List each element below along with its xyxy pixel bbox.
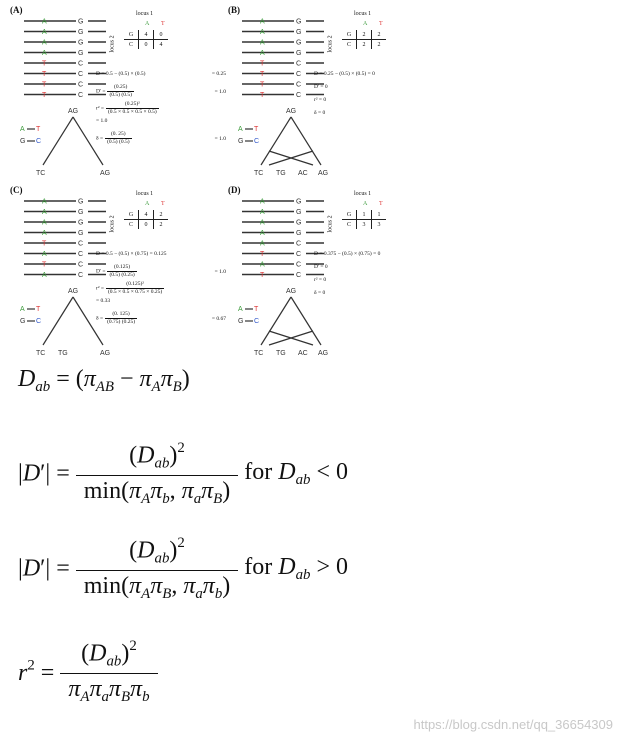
allele-locus1: A	[42, 29, 47, 36]
equation-lhs: D = 0.5 − (0.5) × (0.75) = 0.125	[96, 251, 167, 257]
panel-label: (A)	[10, 5, 23, 15]
allele-locus2: G	[78, 209, 84, 216]
allele-locus2: C	[296, 71, 302, 78]
row-head: G	[342, 210, 357, 220]
mut-to: C	[254, 138, 260, 145]
equation-fraction: $\frac{(0.125)}{(0.5) (0.25)}$	[109, 264, 135, 278]
tree-leaf-label: TC	[254, 170, 264, 177]
count-cell: 4	[154, 40, 169, 50]
panel-label: (B)	[228, 5, 240, 15]
allele-locus2: G	[296, 18, 302, 26]
formula-dprime-negative: |D′| = $(D_{ab})^2$ $\min(\pi_A\pi_b$, $\pi_a\pi_B$) for $D_{ab} < 0$	[18, 440, 349, 507]
tree-branch	[43, 297, 73, 345]
table-row	[124, 30, 168, 40]
allele-locus1: A	[260, 29, 265, 36]
allele-locus1: T	[42, 261, 47, 269]
mut-from: A	[238, 306, 243, 313]
allele-locus2: G	[296, 50, 302, 57]
allele-locus1: A	[260, 209, 265, 216]
tree-leaf-label: AG	[100, 350, 111, 357]
allele-locus1: A	[260, 50, 265, 57]
tree-branch	[43, 117, 73, 165]
allele-locus2: C	[296, 251, 302, 258]
row-head: G	[124, 210, 139, 220]
equation-value: = 1.0	[214, 269, 226, 275]
count-cell: 1	[372, 210, 387, 220]
panel-b	[228, 5, 528, 180]
row-head: C	[124, 220, 139, 230]
tree-root-label: AG	[68, 288, 79, 295]
table-row	[342, 40, 386, 50]
count-cell: 1	[357, 210, 372, 220]
allele-locus1: A	[260, 240, 265, 248]
allele-locus1: T	[260, 60, 265, 68]
allele-locus1: T	[260, 251, 265, 258]
locus2-label: locus 2	[327, 35, 334, 53]
equation-value: = 1.0	[214, 136, 226, 142]
allele-locus1: A	[42, 272, 47, 279]
genealogy-tree	[236, 105, 356, 177]
tree-leaf-label: TC	[36, 170, 46, 177]
tree-leaf-label: AG	[318, 170, 329, 177]
allele-locus1: A	[260, 39, 265, 47]
mut-from: G	[20, 318, 26, 325]
count-grid	[342, 210, 386, 229]
tree-root-label: AG	[286, 108, 297, 115]
equation-line	[314, 84, 444, 97]
allele-locus2: C	[78, 261, 84, 269]
allele-locus2: C	[296, 261, 302, 269]
allele-locus2: C	[78, 272, 84, 279]
allele-locus2: C	[78, 92, 84, 99]
allele-locus1: A	[260, 18, 265, 26]
tree-branch	[73, 297, 103, 345]
count-cell: 0	[139, 220, 154, 230]
tree-leaf-label: TG	[276, 170, 286, 177]
row-head: C	[124, 40, 139, 50]
allele-locus1: T	[42, 60, 47, 68]
allele-locus2: G	[78, 50, 84, 57]
allele-locus2: G	[78, 29, 84, 36]
equation-lhs: = 0.33	[96, 298, 111, 304]
table-row	[124, 220, 168, 230]
allele-locus1: A	[42, 198, 47, 206]
equation-lhs: δ = 0	[314, 110, 326, 116]
allele-locus2: C	[296, 60, 302, 68]
allele-locus2: C	[296, 92, 302, 99]
equation-lhs: r² =	[96, 105, 104, 112]
equation-fraction: $\frac{\text{(0.25)²}}{(0.5 \times 0.5 \times 0.5 \times 0.5)}$	[107, 101, 157, 115]
equation-lhs: D' =	[96, 268, 106, 275]
col-head-t: T	[379, 21, 383, 27]
count-cell: 3	[372, 220, 387, 230]
tree-branch	[261, 117, 291, 165]
allele-locus1: T	[260, 272, 265, 279]
equation-lhs: δ =	[96, 135, 104, 142]
allele-locus1: A	[42, 18, 47, 26]
equation-lhs: D' =	[96, 88, 106, 95]
panel-d	[228, 185, 528, 360]
col-head-a: A	[145, 201, 150, 207]
table-row	[342, 220, 386, 230]
allele-locus1: T	[42, 92, 47, 99]
equation-line	[314, 264, 444, 277]
mut-to: T	[254, 126, 259, 133]
equation-value: = 0.67	[211, 316, 226, 322]
locus1-label: locus 1	[136, 11, 154, 17]
allele-locus2: G	[78, 18, 84, 26]
table-row	[124, 210, 168, 220]
locus2-label: locus 2	[327, 215, 334, 233]
tree-leaf-label: AG	[318, 350, 329, 357]
equation-lhs: D' = 0	[314, 264, 328, 270]
count-grid	[124, 210, 168, 229]
allele-locus1: T	[42, 71, 47, 78]
equation-fraction: $\frac{(0.25)}{(0.5) (0.5)}$	[109, 84, 132, 98]
tree-root-label: AG	[68, 108, 79, 115]
equation-line	[96, 71, 226, 84]
equation-lhs: δ = 0	[314, 290, 326, 296]
count-grid	[124, 30, 168, 49]
equation-lhs: D = 0.5 − (0.5) × (0.5)	[96, 71, 146, 77]
tree-branch	[73, 117, 103, 165]
count-cell: 2	[372, 40, 387, 50]
tree-branch	[291, 297, 321, 345]
allele-locus2: G	[296, 29, 302, 36]
equation-line	[96, 264, 226, 281]
table-row	[342, 210, 386, 220]
col-head-t: T	[161, 21, 165, 27]
panel-label: (C)	[10, 185, 23, 195]
equation-lhs: D = 0.375 − (0.5) × (0.75) = 0	[314, 251, 381, 257]
allele-locus1: T	[260, 92, 265, 99]
allele-locus1: A	[42, 209, 47, 216]
panel-label: (D)	[228, 185, 241, 195]
allele-locus2: G	[296, 219, 302, 227]
mut-from: A	[20, 306, 25, 313]
row-head: C	[342, 40, 357, 50]
allele-locus2: C	[78, 60, 84, 68]
count-cell: 4	[139, 30, 154, 40]
allele-locus1: T	[260, 81, 265, 89]
count-cell: 2	[357, 30, 372, 40]
genealogy-tree	[18, 285, 138, 357]
genealogy-tree	[236, 285, 356, 357]
row-head: G	[342, 30, 357, 40]
mut-to: T	[36, 306, 41, 313]
mut-from: A	[238, 126, 243, 133]
allele-locus2: G	[78, 198, 84, 206]
mut-from: A	[20, 126, 25, 133]
formula-dab: $D_{ab} = (\pi_{AB} - \pi_A\pi_B)$	[18, 366, 190, 396]
tree-leaf-label: TG	[276, 350, 286, 357]
allele-locus2: G	[78, 219, 84, 227]
allele-locus1: A	[42, 219, 47, 227]
equation-lhs: δ =	[96, 315, 104, 322]
genealogy-tree	[18, 105, 138, 177]
allele-locus2: C	[296, 272, 302, 279]
equation-lhs: r² = 0	[314, 277, 327, 283]
locus2-label: locus 2	[109, 35, 116, 53]
tree-leaf-label: AG	[100, 170, 111, 177]
count-cell: 0	[154, 30, 169, 40]
count-cell: 2	[357, 40, 372, 50]
allele-locus1: T	[42, 81, 47, 89]
allele-locus2: G	[78, 39, 84, 47]
mut-from: G	[238, 318, 244, 325]
allele-locus2: C	[296, 240, 302, 248]
tree-root-label: AG	[286, 288, 297, 295]
formula-dprime-positive: |D′| = $(D_{ab})^2$ $\min(\pi_A\pi_B$, $\pi_a\pi_b$) for $D_{ab} > 0$	[18, 535, 349, 602]
formula-r-squared: $r^2$ = $(D_{ab})^2$ $\pi_A\pi_a\pi_B\pi_b$	[18, 638, 158, 706]
table-row	[124, 40, 168, 50]
mut-to: T	[254, 306, 259, 313]
allele-locus1: A	[260, 198, 265, 206]
equation-lhs: r² =	[96, 285, 104, 292]
allele-locus1: A	[42, 251, 47, 258]
equation-line	[96, 251, 226, 264]
tree-leaf-label: TC	[36, 350, 46, 357]
row-head: G	[124, 30, 139, 40]
allele-locus2: G	[78, 230, 84, 237]
allele-locus1: T	[42, 240, 47, 248]
equation-lhs: D = 0.25 − (0.5) × (0.5) = 0	[314, 71, 375, 77]
count-cell: 2	[154, 210, 169, 220]
allele-locus2: C	[78, 81, 84, 89]
allele-locus2: C	[78, 251, 84, 258]
allele-locus1: A	[260, 261, 265, 269]
mut-from: G	[20, 138, 26, 145]
count-cell: 3	[357, 220, 372, 230]
equation-fraction: $\frac{(0. 25)}{(0.5) (0.5)}$	[107, 131, 130, 145]
allele-locus2: G	[296, 198, 302, 206]
col-head-t: T	[161, 201, 165, 207]
mut-to: C	[254, 318, 260, 325]
allele-locus2: G	[296, 209, 302, 216]
count-cell: 0	[139, 40, 154, 50]
tree-leaf-label: TC	[254, 350, 264, 357]
count-cell: 2	[154, 220, 169, 230]
count-cell: 2	[372, 30, 387, 40]
equation-value: = 0.25	[211, 71, 226, 77]
locus1-label: locus 1	[354, 11, 372, 17]
locus1-label: locus 1	[136, 191, 154, 197]
equation-lhs: = 1.0	[96, 118, 108, 124]
table-row	[342, 30, 386, 40]
allele-locus2: C	[78, 71, 84, 78]
equation-lhs: r² = 0	[314, 97, 327, 103]
allele-locus1: T	[260, 71, 265, 78]
locus2-label: locus 2	[109, 215, 116, 233]
tree-branch	[261, 297, 291, 345]
equation-line	[314, 251, 444, 264]
mut-to: C	[36, 318, 42, 325]
count-grid	[342, 30, 386, 49]
watermark: https://blog.csdn.net/qq_36654309	[413, 717, 613, 732]
allele-locus2: C	[78, 240, 84, 248]
col-head-a: A	[145, 21, 150, 27]
equation-fraction: $\frac{(0. 125)}{(0.75) (0.25)}$	[107, 311, 136, 325]
equation-line	[314, 71, 444, 84]
locus1-label: locus 1	[354, 191, 372, 197]
mut-from: G	[238, 138, 244, 145]
col-head-a: A	[363, 21, 368, 27]
equation-lhs: D' = 0	[314, 84, 328, 90]
tree-leaf-label: AC	[298, 350, 308, 357]
allele-locus1: A	[260, 230, 265, 237]
allele-locus1: A	[260, 219, 265, 227]
mut-to: C	[36, 138, 42, 145]
col-head-t: T	[379, 201, 383, 207]
tree-leaf-label: TG	[58, 350, 68, 357]
tree-leaf-label: AC	[298, 170, 308, 177]
equation-value: = 1.0	[214, 89, 226, 95]
allele-locus2: C	[296, 81, 302, 89]
col-head-a: A	[363, 201, 368, 207]
tree-branch	[291, 117, 321, 165]
allele-locus1: A	[42, 230, 47, 237]
allele-locus1: A	[42, 39, 47, 47]
mut-to: T	[36, 126, 41, 133]
allele-locus1: A	[42, 50, 47, 57]
equation-fraction: $\frac{\text{(0.125)²}}{(0.5 \times 0.5 \times 0.75 \times 0.25)}$	[107, 281, 163, 295]
equation-line	[96, 84, 226, 101]
allele-locus2: G	[296, 230, 302, 237]
count-cell: 4	[139, 210, 154, 220]
allele-locus2: G	[296, 39, 302, 47]
row-head: C	[342, 220, 357, 230]
